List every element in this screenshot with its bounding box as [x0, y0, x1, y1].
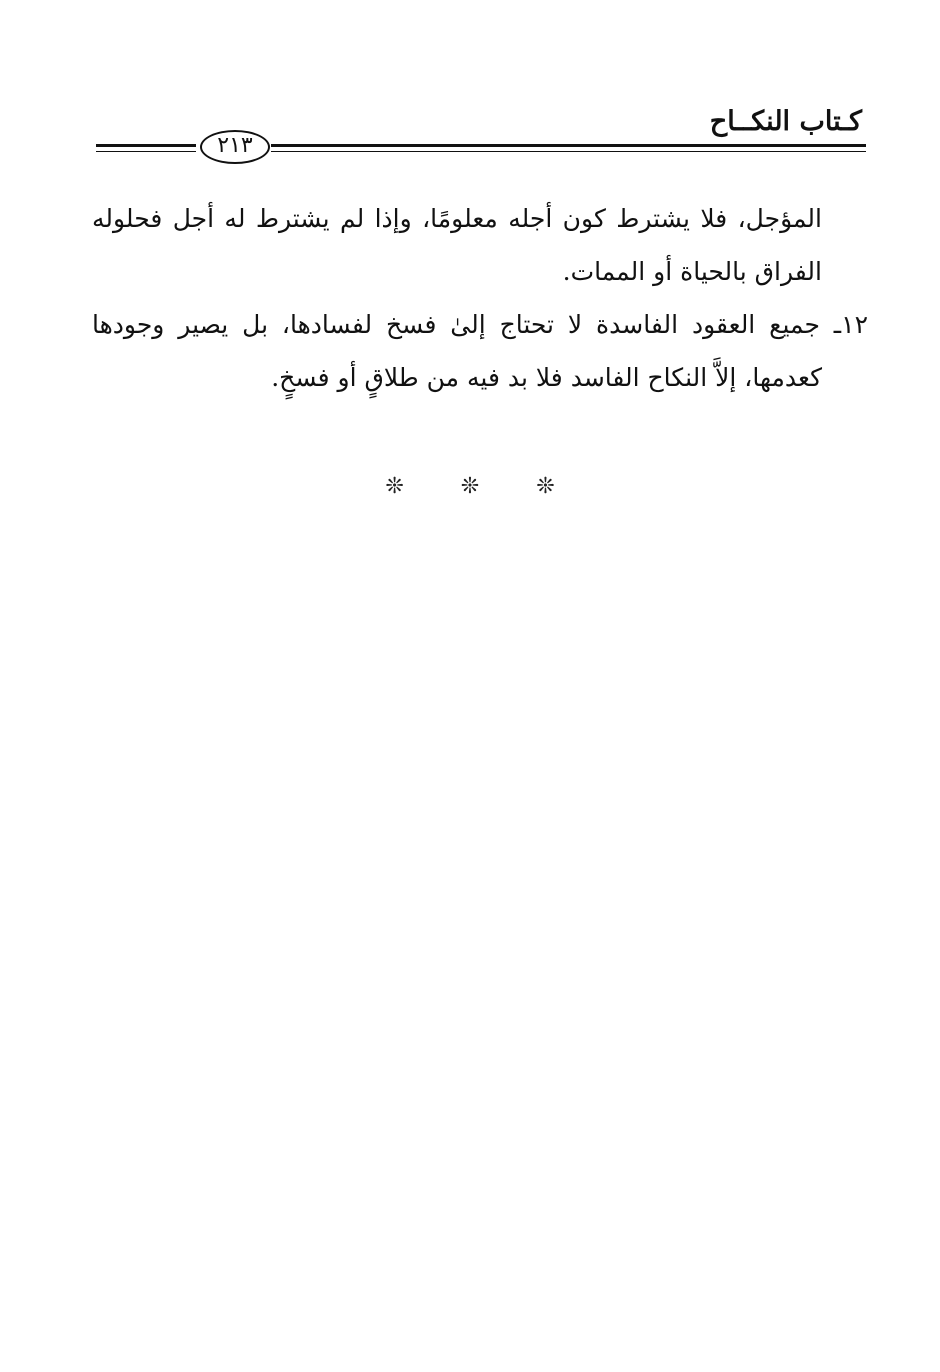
section-separator: [0, 474, 940, 499]
body-text: [92, 192, 868, 404]
page-number: ٢١٣: [200, 130, 270, 164]
header-rule-left: [96, 144, 196, 152]
page-header: [96, 100, 866, 160]
ornament-star-icon: ❊: [460, 474, 480, 499]
running-title: كـتاب النكــاح: [709, 106, 862, 137]
ornament-star-icon: ❊: [536, 474, 555, 499]
paragraph-item-12: ١٢ـ جميع العقود الفاسدة لا تحتاج إلىٰ فسخ لفسادها، بل يصير وجودها كعدمها، إلاَّ النكاح الفاسد فلا بد فيه من طلاقٍ أو فسخٍ.: [92, 310, 868, 392]
ornament-star-icon: ❊: [385, 474, 404, 499]
header-rule-right: [271, 144, 866, 152]
paragraph-continuation: المؤجل، فلا يشترط كون أجله معلومًا، وإذا لم يشترط له أجل فحلوله الفراق بالحياة أو الممات.: [92, 204, 822, 286]
